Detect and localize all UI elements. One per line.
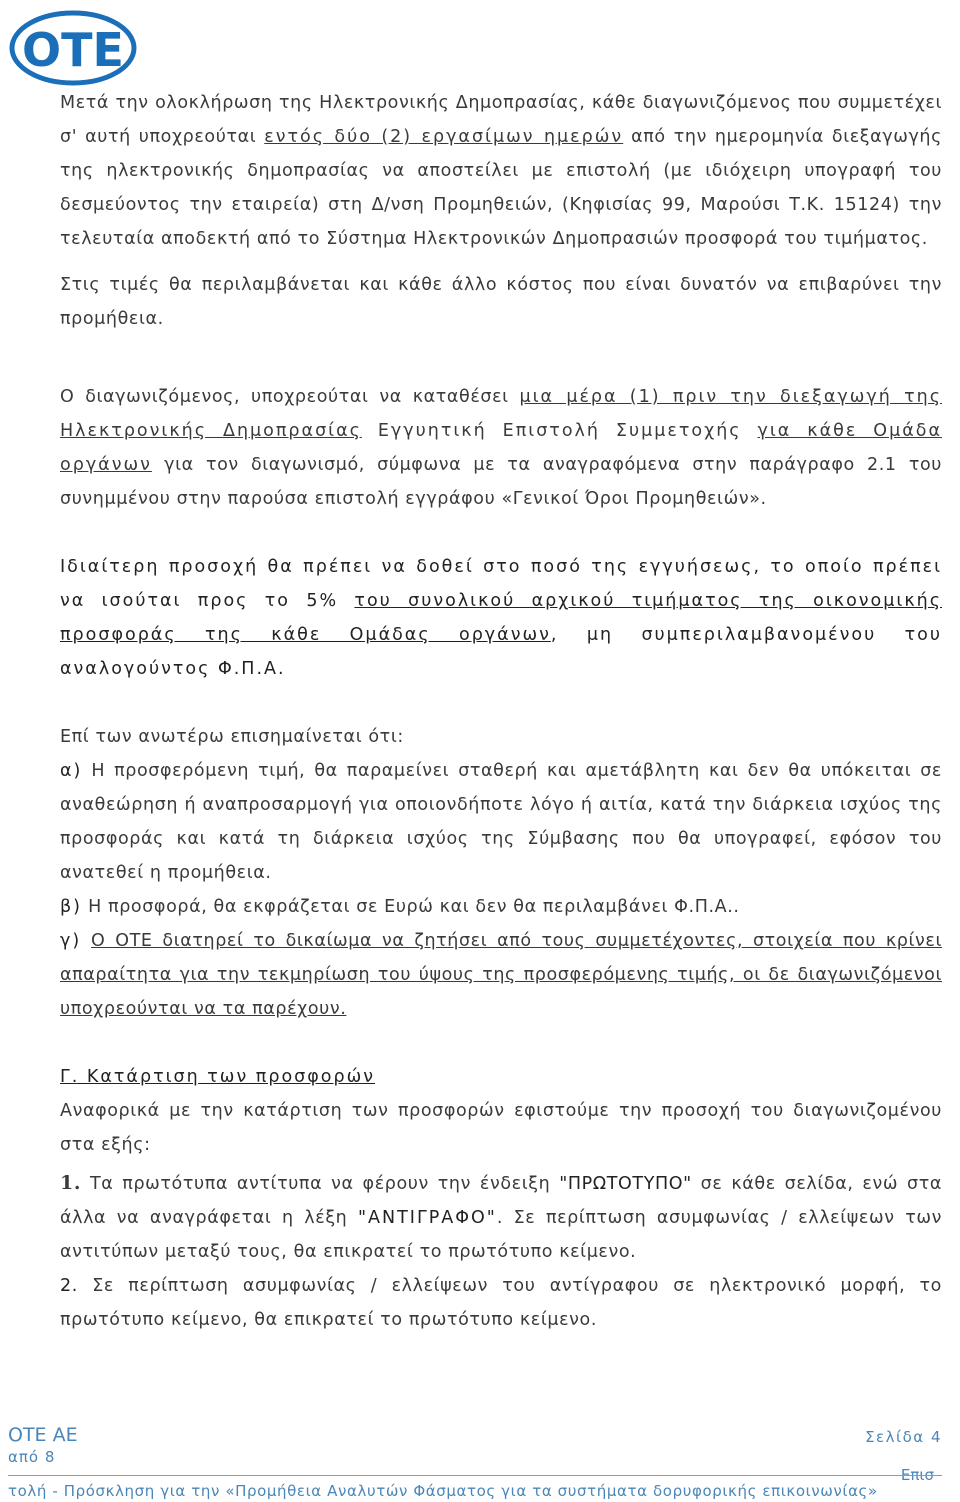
- paragraph-notes-intro: Επί των ανωτέρω επισημαίνεται ότι:: [60, 727, 404, 747]
- logo-text: OTE: [22, 23, 124, 77]
- footer-divider: [8, 1475, 942, 1476]
- list-item-c: γ) Ο ΟΤΕ διατηρεί το δικαίωμα να ζητήσει από τους συμμετέχοντες, στοιχεία που κρίνει απαραίτητα για την τεκμηρίωση του ύψους της προσφερόμενης τιμής, οι δε διαγωνιζόμενοι υποχρεούνται να τα παρέχουν.: [60, 931, 942, 1019]
- paragraph-guarantee: Ο διαγωνιζόμενος, υποχρεούται να καταθέσει μια μέρα (1) πριν την διεξαγωγή της Ηλεκτρονικής Δημοπρασίας Εγγυητική Επιστολή Συμμετοχής για κάθε Ομάδα οργάνων για τον διαγωνισμό, σύμφωνα με τα αναγραφόμενα στην παράγραφο 2.1 του συνημμένου στην παρούσα επιστολή εγγράφου «Γενικοί Όροι Προμηθειών».: [60, 387, 942, 509]
- footer-page-number: Σελίδα 4: [865, 1428, 942, 1446]
- list-item-a: α) Η προσφερόμενη τιμή, θα παραμείνει σταθερή και αμετάβλητη και δεν θα υπόκειται σε αναθεώρηση ή αναπροσαρμογή για οποιονδήποτε λόγο ή αιτία, κατά την διάρκεια ισχύος της προσφοράς και κατά τη διάρκεια ισχύος της Σύμβασης που θα υπογραφεί, εφόσον του ανατεθεί η προμήθεια.: [60, 761, 942, 883]
- guarantee-deadline-underlined: μια μέρα (1) πριν την διεξαγωγή της Ηλεκτρονικής Δημοπρασίας: [60, 387, 942, 441]
- section-g-title: Γ. Κατάρτιση των προσφορών: [60, 1067, 376, 1087]
- section-g-item-1: 1. Τα πρωτότυπα αντίτυπα να φέρουν την ένδειξη "ΠΡΩΤΟΤΥΠΟ" σε κάθε σελίδα, ενώ στα άλλα να αναγράφεται η λέξη "ΑΝΤΙΓΡΑΦΟ". Σε περίπτωση ασυμφωνίας / ελλείψεων των αντιτύπων μεταξύ τους, θα επικρατεί το πρωτότυπο κείμενο.: [60, 1172, 943, 1262]
- document-body: [60, 86, 942, 1337]
- paragraph-auction-submission: Μετά την ολοκλήρωση της Ηλεκτρονικής Δημοπρασίας, κάθε διαγωνιζόμενος που συμμετέχει σ' αυτή υποχρεούται εντός δύο (2) εργασίμων ημερών από την ημερομηνία διεξαγωγής της ηλεκτρονικής δημοπρασίας να αποστείλει με επιστολή (με ιδιόχειρη υπογραφή του δεσμεύοντος την εταιρεία) στη Δ/νση Προμηθειών, (Κηφισίας 99, Μαρούσι Τ.Κ. 15124) την τελευταία αποδεκτή από το Σύστημα Ηλεκτρονικών Δημοπρασιών προσφορά του τιμήματος.: [60, 93, 942, 249]
- footer-page-count: από 8: [8, 1448, 56, 1466]
- footer-epis: Επισ: [900, 1466, 934, 1484]
- footer-company: ΟΤΕ ΑΕ: [8, 1424, 78, 1446]
- ote-logo: [8, 6, 138, 86]
- paragraph-guarantee-amount: Ιδιαίτερη προσοχή θα πρέπει να δοθεί στο ποσό της εγγυήσεως, το οποίο πρέπει να ισούται προς το 5% του συνολικού αρχικού τιμήματος της οικονομικής προσφοράς της κάθε Ομάδας οργάνων, μη συμπεριλαμβανομένου του αναλογούντος Φ.Π.Α.: [60, 557, 942, 679]
- paragraph-prices-costs: Στις τιμές θα περιλαμβάνεται και κάθε άλλο κόστος που είναι δυνατόν να επιβαρύνει την προμήθεια.: [60, 275, 942, 329]
- list-item-b: β) Η προσφορά, θα εκφράζεται σε Ευρώ και δεν θα περιλαμβάνει Φ.Π.Α..: [60, 897, 740, 917]
- total-price-underlined: του συνολικού αρχικού τιμήματος της οικονομικής προσφοράς της κάθε Ομάδας οργάνων: [60, 591, 942, 645]
- deadline-underlined: εντός δύο (2) εργασίμων ημερών: [264, 127, 624, 147]
- footer-document-title: τολή - Πρόσκληση για την «Προμήθεια Αναλυτών Φάσματος για τα συστήματα δορυφορικής επικοινωνίας»: [8, 1482, 878, 1500]
- section-g-item-2: 2. Σε περίπτωση ασυμφωνίας / ελλείψεων του αντίγραφου σε ηλεκτρονικό μορφή, το πρωτότυπο κείμενο, θα επικρατεί το πρωτότυπο κείμενο.: [60, 1276, 942, 1330]
- per-group-underlined: για κάθε Ομάδα οργάνων: [60, 421, 942, 475]
- section-g-intro: Αναφορικά με την κατάρτιση των προσφορών εφιστούμε την προσοχή του διαγωνιζομένου στα εξής:: [60, 1101, 942, 1155]
